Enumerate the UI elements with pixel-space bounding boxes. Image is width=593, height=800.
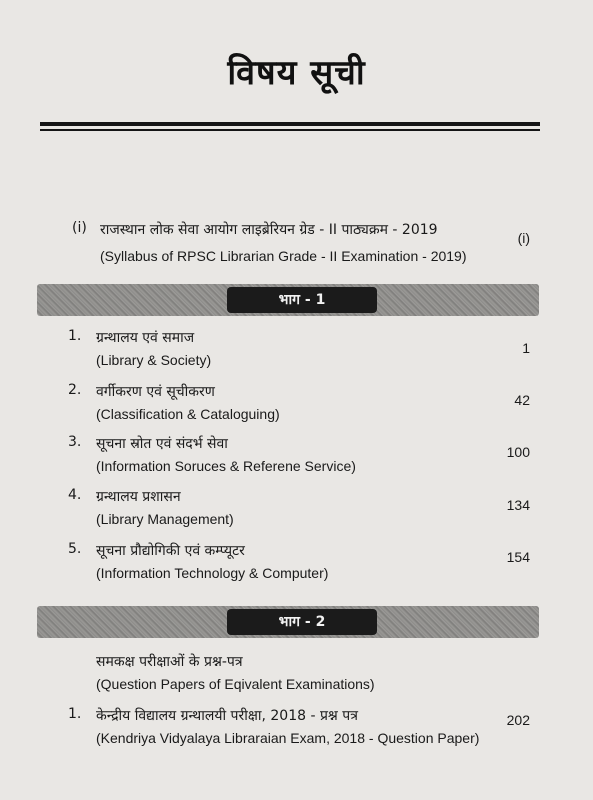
part-2-band (37, 606, 539, 638)
entry-page: 42 (514, 392, 530, 408)
title-rule-thick (40, 122, 540, 126)
part-1-label: भाग - 1 (227, 287, 377, 313)
part-1-band (37, 284, 539, 316)
entry-title-hindi: केन्द्रीय विद्यालय ग्रन्थालयी परीक्षा, 2018 - प्रश्न पत्र (96, 708, 358, 724)
title-rule-thin (40, 129, 540, 131)
entry-title-hindi: ग्रन्थालय प्रशासन (96, 489, 181, 505)
entry-title-english: (Syllabus of RPSC Librarian Grade - II Examination - 2019) (100, 248, 467, 264)
entry-title-english: (Library Management) (96, 511, 234, 527)
entry-page: 134 (506, 497, 530, 513)
section-heading-english: (Question Papers of Eqivalent Examinations) (96, 676, 375, 692)
entry-number: 5. (68, 541, 82, 557)
entry-title-english: (Information Technology & Computer) (96, 565, 329, 581)
entry-title-english: (Information Soruces & Referene Service) (96, 458, 356, 474)
entry-title-hindi: वर्गीकरण एवं सूचीकरण (96, 384, 215, 400)
entry-number: 2. (68, 382, 82, 398)
entry-page: 154 (506, 549, 530, 565)
entry-page: 100 (506, 444, 530, 460)
entry-page: 1 (522, 340, 530, 356)
entry-number: 3. (68, 434, 82, 450)
section-heading-hindi: समकक्ष परीक्षाओं के प्रश्न-पत्र (96, 654, 243, 670)
entry-number: 1. (68, 706, 82, 722)
part-2-label: भाग - 2 (227, 609, 377, 635)
entry-title-hindi: ग्रन्थालय एवं समाज (96, 330, 195, 346)
entry-number: 1. (68, 328, 82, 344)
entry-title-english: (Classification & Cataloguing) (96, 406, 280, 422)
entry-title-english: (Library & Society) (96, 352, 212, 368)
entry-title-hindi: राजस्थान लोक सेवा आयोग लाइब्रेरियन ग्रेड - II पाठ्यक्रम - 2019 (100, 222, 438, 238)
page-title: विषय सूची (227, 53, 366, 93)
entry-page: (i) (517, 230, 530, 246)
entry-title-hindi: सूचना स्रोत एवं संदर्भ सेवा (96, 436, 228, 452)
entry-page: 202 (506, 712, 530, 728)
entry-number: (i) (72, 220, 87, 236)
entry-title-hindi: सूचना प्रौद्योगिकी एवं कम्प्यूटर (96, 543, 245, 559)
entry-number: 4. (68, 487, 82, 503)
entry-title-english: (Kendriya Vidyalaya Libraraian Exam, 2018 - Question Paper) (96, 730, 480, 746)
